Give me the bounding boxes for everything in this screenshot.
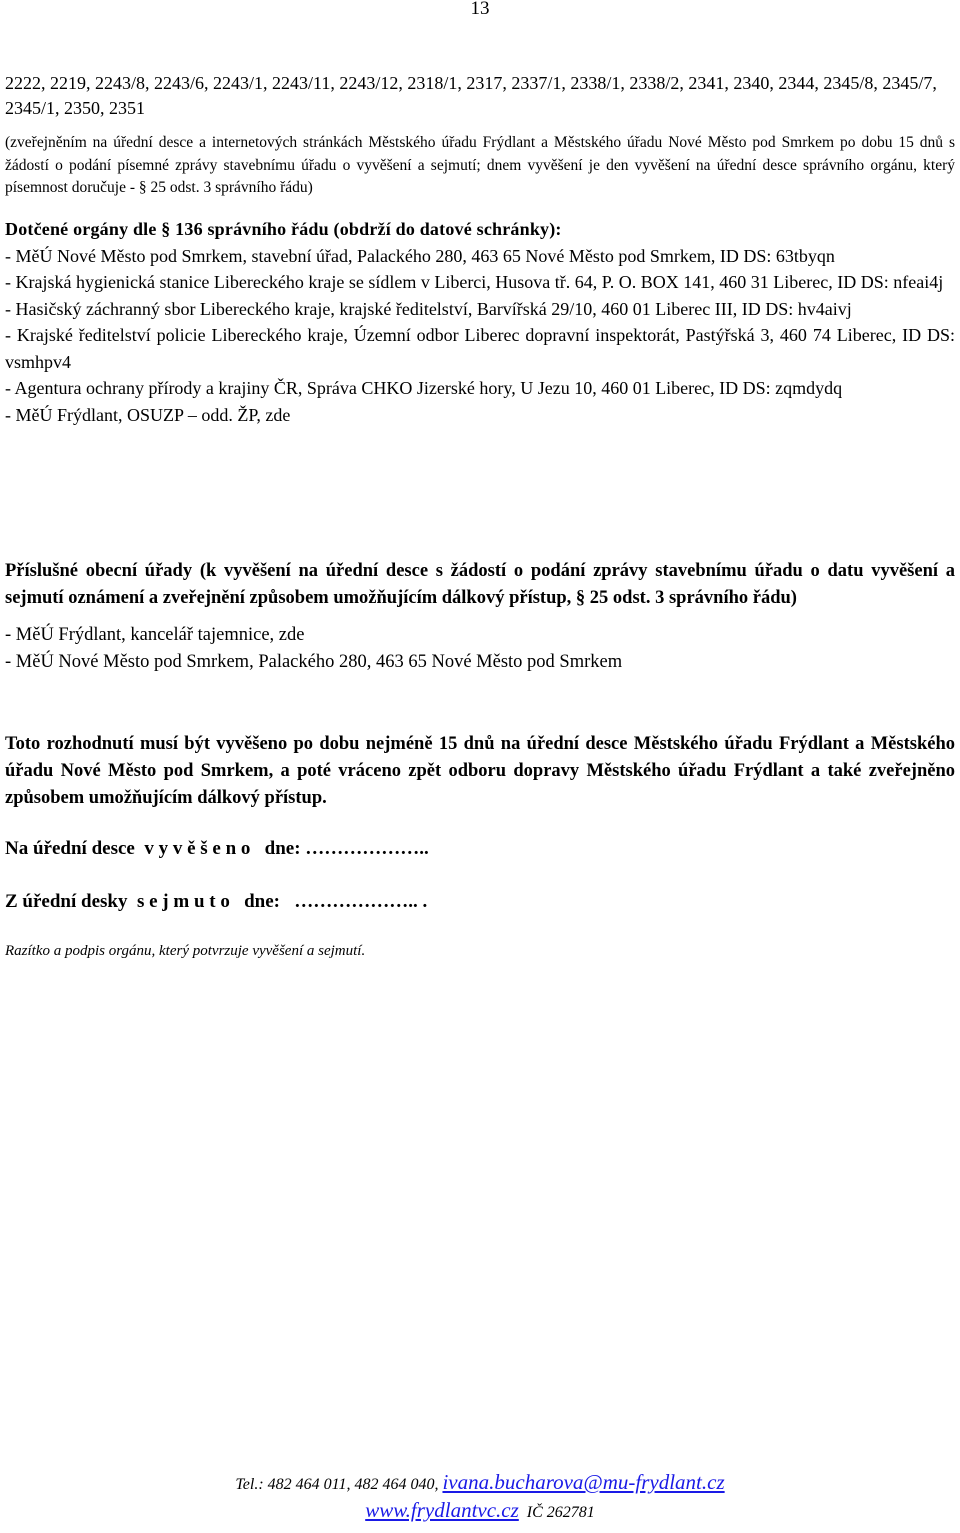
- parcel-list: 2222, 2219, 2243/8, 2243/6, 2243/1, 2243/11, 2243/12, 2318/1, 2317, 2337/1, 2338/1, 2338/2, 2341, 2340, 2344, 2345/8, 2345/7, 2345/1, 2350, 2351: [5, 73, 937, 118]
- removed-date-line: Z úřední desky s e j m u t o dne: ……………….. .: [5, 891, 428, 912]
- posted-date-line: Na úřední desce v y v ě š e n o dne: ………………..: [5, 838, 434, 859]
- affected-authorities-section: [5, 216, 955, 428]
- municipal-offices-heading: Příslušné obecní úřady (k vyvěšení na úřední desce s žádostí o podání zprávy stavebnímu úřadu o datu vyvěšení a sejmutí oznámení a zveřejnění způsobem umožňujícím dálkový přístup, § 25 odst. 3 správního řádu): [5, 561, 955, 608]
- publication-notice: (zveřejněním na úřední desce a internetových stránkách Městského úřadu Frýdlant a Městského úřadu Nové Město pod Smrkem po dobu 15 dnů s žádostí o podání písemné zprávy stavebnímu úřadu o vyvěšení a sejmutí; dnem vyvěšení je den vyvěšení na úřední desce správního orgánu, který písemnost doručuje - § 25 odst. 3 správního řádu): [5, 134, 955, 196]
- stamp-signature-note: Razítko a podpis orgánu, který potvrzuje vyvěšení a sejmutí.: [5, 943, 366, 959]
- posting-requirement: Toto rozhodnutí musí být vyvěšeno po dobu nejméně 15 dnů na úřední desce Městského úřadu Frýdlant a Městského úřadu Nové Město pod Smrkem, a poté vráceno zpět odboru dopravy Městského úřadu Frýdlant a také zveřejněno způsobem umožňujícím dálkový přístup.: [5, 734, 955, 808]
- list-item: - Krajské ředitelství policie Libereckého kraje, Územní odbor Liberec dopravní inspektorát, Pastýřská 3, 460 74 Liberec, ID DS: vsmhpv4: [5, 325, 955, 372]
- list-item: - MěÚ Nové Město pod Smrkem, Palackého 280, 463 65 Nové Město pod Smrkem: [5, 652, 623, 672]
- list-item: - Krajská hygienická stanice Libereckého kraje se sídlem v Liberci, Husova tř. 64, P. O. BOX 141, 460 31 Liberec, ID DS: nfeai4j: [5, 272, 944, 292]
- list-item: - MěÚ Nové Město pod Smrkem, stavební úřad, Palackého 280, 463 65 Nové Město pod Smrkem, ID DS: 63tbyqn: [5, 245, 835, 266]
- footer-ico: IČ 262781: [526, 1504, 595, 1521]
- footer-web: [0, 1498, 960, 1523]
- list-item: - MěÚ Frýdlant, OSUZP – odd. ŽP, zde: [5, 404, 291, 425]
- page-number: 13: [470, 0, 490, 19]
- list-item: - Agentura ochrany přírody a krajiny ČR, Správa CHKO Jizerské hory, U Jezu 10, 460 01 Liberec, ID DS: zqmdydq: [5, 378, 843, 398]
- affected-authorities-heading: Dotčené orgány dle § 136 správního řádu (obdrží do datové schránky):: [5, 219, 562, 239]
- municipal-offices-list: [5, 622, 955, 676]
- footer-phones: Tel.: 482 464 011, 482 464 040,: [235, 1476, 443, 1493]
- footer-email-link[interactable]: ivana.bucharova@mu-frydlant.cz: [442, 1470, 725, 1494]
- footer-contact: [0, 1470, 960, 1495]
- municipal-offices-section: [5, 558, 955, 676]
- list-item: - MěÚ Frýdlant, kancelář tajemnice, zde: [5, 625, 305, 645]
- footer-website-link[interactable]: www.frydlantvc.cz: [365, 1498, 519, 1522]
- list-item: - Hasičský záchranný sbor Libereckého kraje, krajské ředitelství, Barvířská 29/10, 460 01 Liberec III, ID DS: hv4aivj: [5, 298, 852, 319]
